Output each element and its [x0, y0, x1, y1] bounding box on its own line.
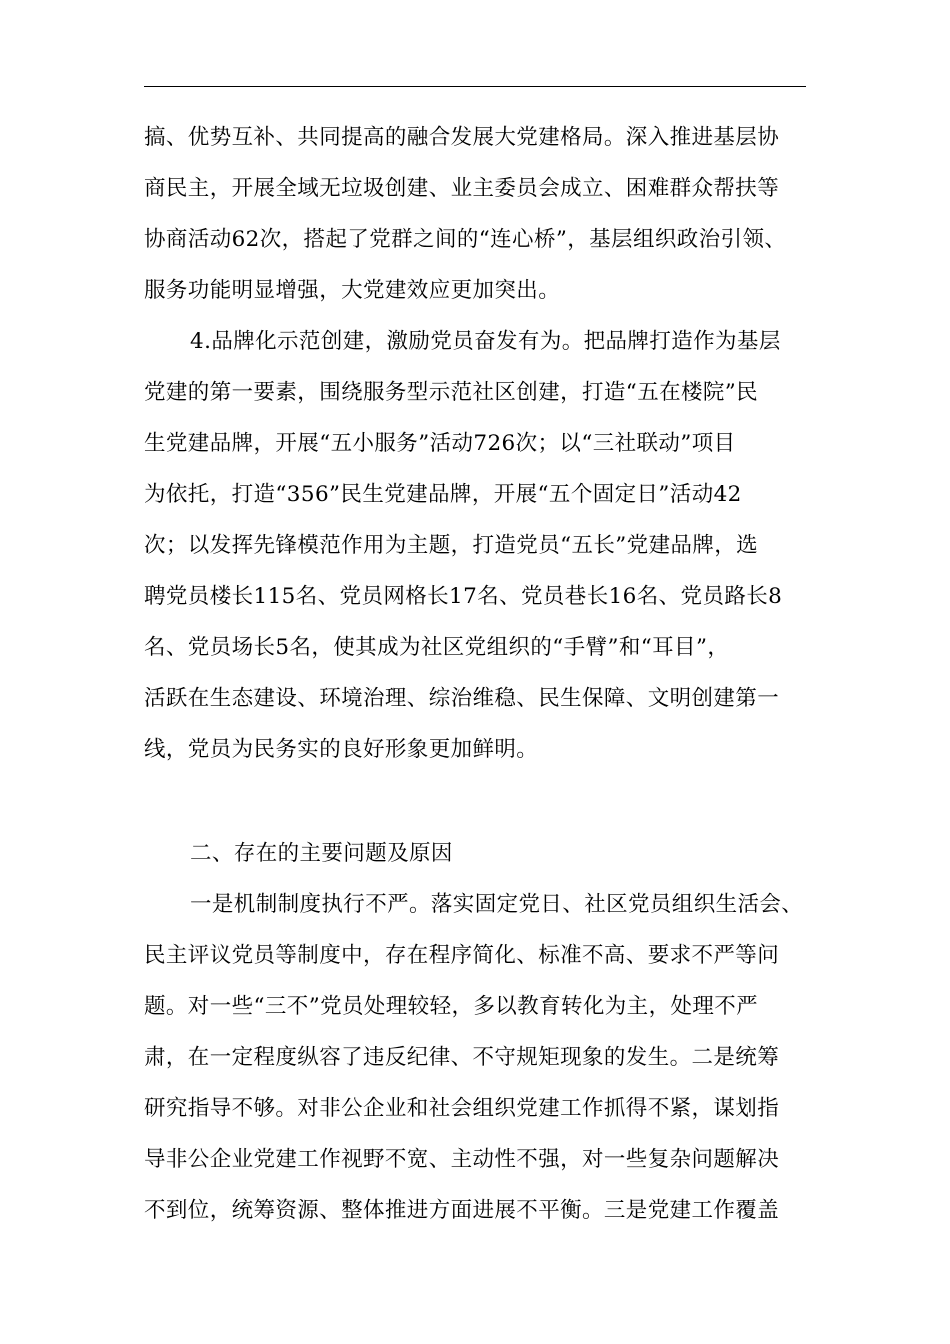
text-line: 研究指导不够。对非公企业和社会组织党建工作抓得不紧，谋划指	[144, 1096, 780, 1121]
text-line: 生党建品牌，开展“五小服务”活动726次；以“三社联动”项目	[144, 431, 736, 456]
text-line: 聘党员楼长115名、党员网格长17名、党员巷长16名、党员路长8	[144, 584, 783, 609]
text-line: 不到位，统筹资源、整体推进方面进展不平衡。三是党建工作覆盖	[144, 1198, 780, 1223]
text-line: 导非公企业党建工作视野不宽、主动性不强，对一些复杂问题解决	[144, 1147, 780, 1172]
text-line: 活跃在生态建设、环境治理、综治维稳、民生保障、文明创建第一	[144, 686, 780, 711]
text-line: 线，党员为民务实的良好形象更加鲜明。	[144, 737, 539, 762]
header-rule	[144, 86, 806, 87]
text-line: 次；以发挥先锋模范作用为主题，打造党员“五长”党建品牌，选	[144, 533, 759, 558]
paragraph-heading-brand: 4.品牌化示范创建，激励党员奋发有为。把品牌打造作为基层	[190, 329, 781, 354]
text-line: 协商活动62次，搭起了党群之间的“连心桥”，基层组织政治引领、	[144, 227, 787, 252]
paragraph-first-line: 一是机制制度执行不严。落实固定党日、社区党员组织生活会、	[190, 892, 804, 917]
text-line: 肃，在一定程度纵容了违反纪律、不守规矩现象的发生。二是统筹	[144, 1045, 780, 1070]
section-heading: 二、存在的主要问题及原因	[190, 841, 453, 866]
text-line: 民主评议党员等制度中，存在程序简化、标准不高、要求不严等问	[144, 943, 780, 968]
text-line: 党建的第一要素，围绕服务型示范社区创建，打造“五在楼院”民	[144, 380, 759, 405]
text-line: 题。对一些“三不”党员处理较轻，多以教育转化为主，处理不严	[144, 994, 759, 1019]
text-line: 为依托，打造“356”民生党建品牌，开展“五个固定日”活动42	[144, 482, 742, 507]
text-line: 搞、优势互补、共同提高的融合发展大党建格局。深入推进基层协	[144, 125, 780, 150]
text-line: 商民主，开展全域无垃圾创建、业主委员会成立、困难群众帮扶等	[144, 176, 780, 201]
text-line: 名、党员场长5名，使其成为社区党组织的“手臂”和“耳目”，	[144, 635, 730, 660]
text-line: 服务功能明显增强，大党建效应更加突出。	[144, 278, 561, 303]
